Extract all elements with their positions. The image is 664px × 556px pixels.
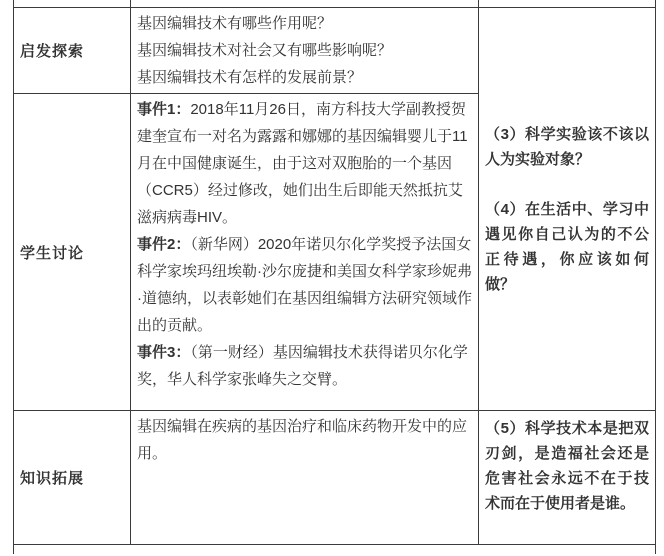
knowledge-expansion-text: 基因编辑在疾病的基因治疗和临床药物开发中的应用。 (137, 418, 468, 462)
row-label-inspire-explore: 启发探索 (14, 8, 131, 94)
partial-cell-bottom (14, 545, 656, 555)
question-line-2: 基因编辑技术对社会又有哪些影响呢？ (137, 42, 393, 59)
question-line-1: 基因编辑技术有哪些作用呢？ (137, 15, 333, 32)
lesson-plan-table (13, 0, 656, 554)
event-3-label: 事件3： (137, 344, 191, 361)
table-row-partial-bottom (14, 545, 656, 555)
row-label-knowledge-expansion: 知识拓展 (14, 411, 131, 545)
row-label-student-discussion: 学生讨论 (14, 94, 131, 411)
event-3-text: （第一财经）基因编辑技术获得诺贝尔化学奖，华人科学家张峰失之交臂。 (137, 344, 468, 388)
event-1-label: 事件1： (137, 101, 191, 118)
table-row-inspire-explore (14, 8, 656, 94)
side-note-5-cell (479, 411, 656, 545)
question-line-3: 基因编辑技术有怎样的发展前景？ (137, 69, 363, 86)
partial-cell-middle (131, 0, 479, 8)
student-discussion-content (131, 94, 479, 411)
event-1-paragraph (137, 96, 472, 231)
side-notes-cell (479, 8, 656, 411)
partial-cell-left (14, 0, 131, 8)
inspire-explore-content (131, 8, 479, 94)
event-2-paragraph (137, 231, 472, 339)
event-2-label: 事件2： (137, 236, 191, 253)
partial-cell-right (479, 0, 656, 8)
event-1-text: 2018年11月26日，南方科技大学副教授贺建奎宣布一对名为露露和娜娜的基因编辑婴儿于11月在中国健康诞生，由于这对双胞胎的一个基因（CCR5）经过修改，她们出生后即能天然抵抗艾滋病病毒HIV。 (137, 101, 468, 226)
event-3-paragraph (137, 339, 472, 393)
side-note-5: （5）科学技术本是把双刃剑，是造福社会还是危害社会永远不在于技术而在于使用者是谁。 (485, 420, 649, 512)
table-row-partial-top (14, 0, 656, 8)
event-2-text: （新华网）2020年诺贝尔化学奖授予法国女科学家埃玛纽埃勒·沙尔庞捷和美国女科学家珍妮弗·道德纳，以表彰她们在基因组编辑方法研究领域作出的贡献。 (137, 236, 472, 334)
knowledge-expansion-content (131, 411, 479, 545)
table-row-knowledge-expansion (14, 411, 656, 545)
side-note-4: （4）在生活中、学习中遇见你自己认为的不公正待遇，你应该如何做？ (485, 200, 649, 293)
side-note-3: （3）科学实验该不该以人为实验对象？ (485, 125, 649, 168)
